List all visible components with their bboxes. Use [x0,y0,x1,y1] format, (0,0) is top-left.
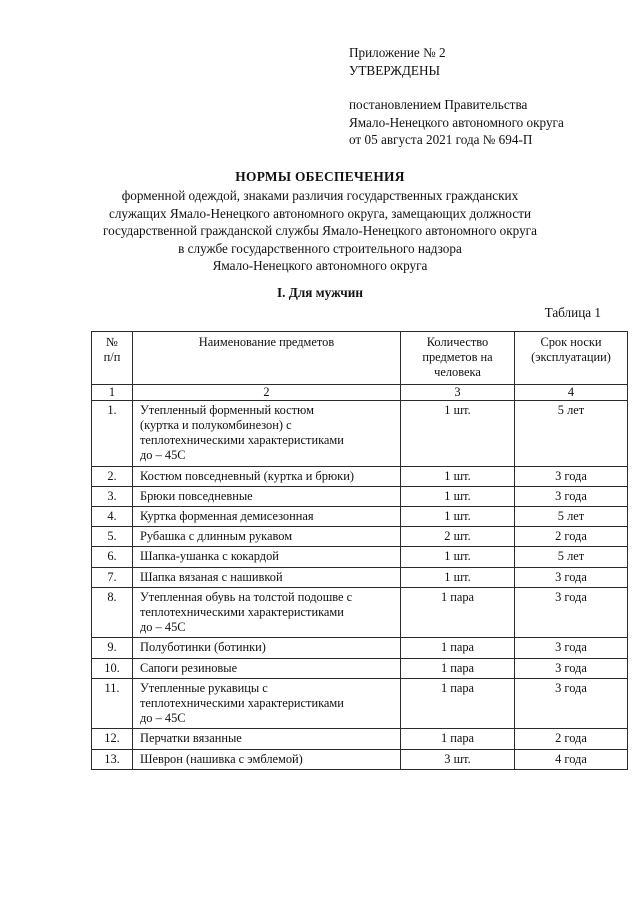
cell-item-name [133,527,401,547]
subtitle-line: в службе государственного строительного надзора [178,240,462,256]
item-name-line: Шапка-ушанка с кокардой [140,549,279,564]
column-number-1: 1 [92,384,133,400]
cell-item-name [133,678,401,729]
cell-row-number: 12. [92,729,133,749]
header-cell-term [515,332,628,385]
cell-item-name [133,638,401,658]
section-heading: I. Для мужчин [277,285,363,300]
table-header-row [92,332,628,385]
header-num-line: п/п [103,350,121,365]
cell-term: 3 года [515,638,628,658]
item-name-line: Полуботинки (ботинки) [140,640,266,655]
header-qty-line: Количество [426,335,489,349]
cell-row-number: 9. [92,638,133,658]
cell-row-number: 3. [92,486,133,506]
cell-term: 3 года [515,678,628,729]
approval-block [349,44,609,149]
column-number-4: 4 [515,384,628,400]
item-name-line: до – 45С [140,620,186,635]
item-name-line: Шапка вязаная с нашивкой [140,569,283,584]
table-row [92,729,628,749]
item-name-line: (куртка и полукомбинезон) с [140,418,292,433]
page-title: НОРМЫ ОБЕСПЕЧЕНИЯ [235,169,405,184]
approval-spacer [349,79,609,96]
table-row [92,567,628,587]
cell-item-name [133,567,401,587]
table-row [92,678,628,729]
cell-quantity: 1 пара [401,638,515,658]
subtitle-line: Ямало-Ненецкого автономного округа [212,258,428,274]
cell-term: 3 года [515,466,628,486]
cell-row-number: 10. [92,658,133,678]
table-row [92,749,628,769]
cell-quantity: 1 шт. [401,567,515,587]
item-name-line: теплотехническими характеристиками [140,605,344,620]
item-name-line: Шеврон (нашивка с эмблемой) [140,751,303,766]
item-name-line: Костюм повседневный (куртка и брюки) [140,468,354,483]
table-column-number-row [92,384,628,400]
table-row [92,400,628,466]
cell-term: 4 года [515,749,628,769]
header-cell-num [92,332,133,385]
column-number-3: 3 [401,384,515,400]
cell-row-number: 7. [92,567,133,587]
header-name-line: Наименование предметов [198,335,335,349]
table-row [92,466,628,486]
item-name-line: до – 45С [140,711,186,726]
item-name-line: теплотехническими характеристиками [140,433,344,448]
cell-quantity: 2 шт. [401,527,515,547]
column-number-2: 2 [133,384,401,400]
subtitle-line: государственной гражданской службы Ямало-Ненецкого автономного округа [103,223,537,239]
cell-quantity: 1 шт. [401,486,515,506]
table-row [92,507,628,527]
cell-row-number: 5. [92,527,133,547]
cell-term: 5 лет [515,400,628,466]
cell-row-number: 4. [92,507,133,527]
cell-term: 2 года [515,527,628,547]
item-name-line: Утепленные рукавицы с [140,680,268,695]
cell-item-name [133,547,401,567]
approval-line-approved: УТВЕРЖДЕНЫ [349,62,441,78]
cell-row-number: 1. [92,400,133,466]
subtitle-line: служащих Ямало-Ненецкого автономного округа, замещающих должности [108,205,532,221]
cell-item-name [133,729,401,749]
document-subtitle [60,187,580,275]
cell-row-number: 13. [92,749,133,769]
cell-row-number: 11. [92,678,133,729]
table-caption: Таблица 1 [544,305,601,320]
header-term-line: (эксплуатации) [531,350,611,365]
table-row [92,547,628,567]
item-name-line: до – 45С [140,448,186,463]
item-name-line: Утепленный форменный костюм [140,402,314,417]
cell-quantity: 1 пара [401,587,515,638]
cell-item-name [133,587,401,638]
header-qty-line: предметов на [422,350,493,365]
cell-term: 3 года [515,587,628,638]
cell-term: 5 лет [515,507,628,527]
table-body [92,400,628,769]
cell-row-number: 2. [92,466,133,486]
norms-table [91,331,628,770]
document-title-block [60,168,580,275]
cell-quantity: 1 пара [401,729,515,749]
header-cell-name [133,332,401,385]
cell-term: 3 года [515,658,628,678]
cell-quantity: 3 шт. [401,749,515,769]
cell-term: 5 лет [515,547,628,567]
header-qty-line: человека [434,365,481,380]
item-name-line: Перчатки вязанные [140,731,242,746]
cell-term: 2 года [515,729,628,749]
subtitle-line: форменной одеждой, знаками различия государственных гражданских [121,188,519,203]
cell-quantity: 1 шт. [401,466,515,486]
header-cell-quantity [401,332,515,385]
item-name-line: теплотехническими характеристиками [140,696,344,711]
cell-quantity: 1 шт. [401,400,515,466]
header-term-line: Срок носки [540,335,602,349]
cell-item-name [133,486,401,506]
cell-row-number: 8. [92,587,133,638]
approval-line-decree: постановлением Правительства [349,97,528,112]
cell-quantity: 1 шт. [401,507,515,527]
cell-item-name [133,400,401,466]
table-row [92,658,628,678]
item-name-line: Брюки повседневные [140,488,253,503]
cell-quantity: 1 пара [401,658,515,678]
cell-item-name [133,466,401,486]
item-name-line: Куртка форменная демисезонная [140,509,314,524]
cell-term: 3 года [515,567,628,587]
approval-line-appendix: Приложение № 2 [349,45,446,60]
approval-line-date: от 05 августа 2021 года № 694-П [349,132,533,147]
cell-quantity: 1 пара [401,678,515,729]
approval-line-region: Ямало-Ненецкого автономного округа [349,114,564,130]
cell-item-name [133,749,401,769]
cell-item-name [133,507,401,527]
table-row [92,486,628,506]
table-row [92,527,628,547]
item-name-line: Утепленная обувь на толстой подошве с [140,589,353,604]
cell-quantity: 1 шт. [401,547,515,567]
cell-item-name [133,658,401,678]
table-row [92,587,628,638]
item-name-line: Сапоги резиновые [140,660,238,675]
header-num-line: № [106,335,118,349]
item-name-line: Рубашка с длинным рукавом [140,529,293,544]
cell-row-number: 6. [92,547,133,567]
table-head [92,332,628,401]
table-row [92,638,628,658]
cell-term: 3 года [515,486,628,506]
